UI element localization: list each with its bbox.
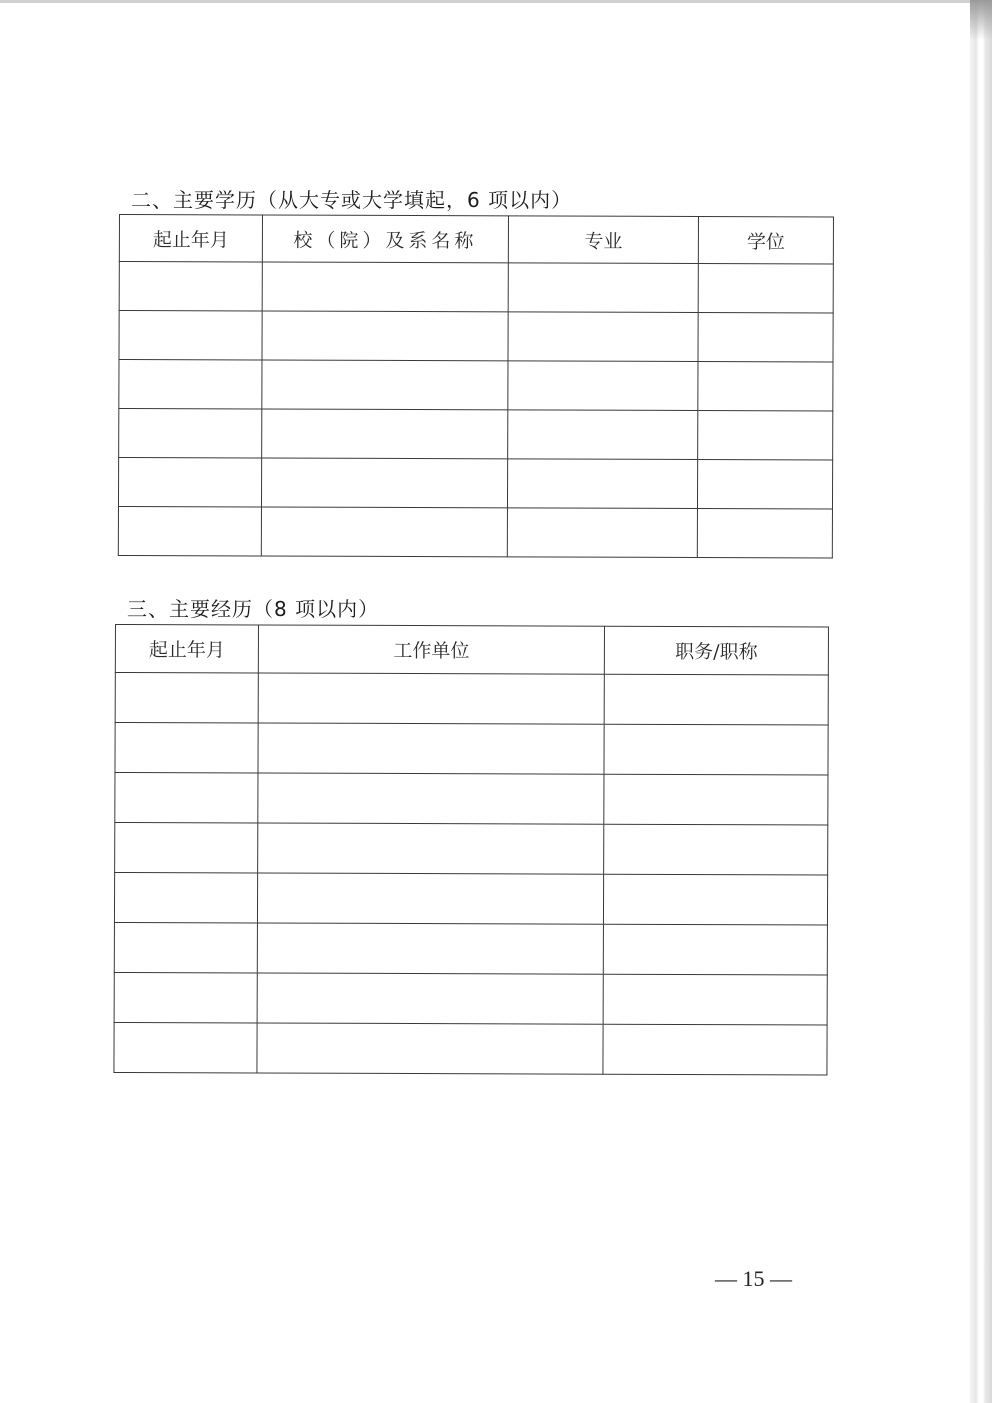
period-cell[interactable] — [115, 723, 258, 773]
major-cell[interactable] — [508, 312, 698, 362]
table-row — [115, 773, 828, 825]
table-row — [115, 673, 828, 725]
column-header-major: 专业 — [508, 216, 698, 264]
employer-cell[interactable] — [258, 773, 604, 824]
page-number: — 15 — — [715, 1266, 792, 1291]
scan-edge-top — [0, 0, 992, 3]
position-cell[interactable] — [603, 874, 827, 925]
table-row — [114, 1022, 827, 1074]
school-cell[interactable] — [261, 507, 507, 557]
major-cell[interactable] — [507, 508, 697, 558]
column-header-degree: 学位 — [698, 217, 833, 264]
position-cell[interactable] — [603, 1024, 827, 1075]
column-header-period: 起止年月 — [115, 625, 258, 673]
major-cell[interactable] — [508, 410, 698, 460]
education-section-heading: 二、主要学历（从大专或大学填起，6 项以内） — [131, 188, 573, 212]
table-row — [118, 458, 832, 509]
scan-edge-shadow — [970, 0, 992, 40]
table-row — [118, 506, 832, 557]
employer-cell[interactable] — [258, 823, 604, 874]
employer-cell[interactable] — [257, 973, 603, 1024]
period-cell[interactable] — [119, 262, 262, 311]
table-row — [114, 922, 827, 974]
scan-edge-right — [970, 0, 992, 1403]
degree-cell[interactable] — [698, 362, 833, 411]
period-cell[interactable] — [114, 922, 257, 972]
column-header-position: 职务/职称 — [604, 626, 828, 675]
work-section-heading: 三、主要经历（8 项以内） — [127, 597, 380, 621]
degree-cell[interactable] — [698, 313, 833, 362]
degree-cell[interactable] — [698, 411, 833, 460]
school-cell[interactable] — [262, 262, 508, 312]
column-header-school: 校（院）及系名称 — [262, 215, 508, 263]
period-cell[interactable] — [115, 823, 258, 873]
period-cell[interactable] — [119, 409, 262, 458]
period-cell[interactable] — [114, 873, 257, 923]
column-header-employer: 工作单位 — [258, 625, 604, 674]
position-cell[interactable] — [603, 924, 827, 975]
school-cell[interactable] — [262, 311, 508, 361]
period-cell[interactable] — [115, 673, 258, 723]
school-cell[interactable] — [262, 360, 508, 410]
table-row — [115, 823, 828, 875]
table-row — [115, 723, 828, 775]
major-cell[interactable] — [507, 459, 697, 509]
period-cell[interactable] — [119, 360, 262, 409]
education-header-row — [119, 215, 833, 264]
table-row — [119, 360, 833, 411]
employer-cell[interactable] — [257, 923, 603, 974]
table-row — [119, 262, 833, 313]
period-cell[interactable] — [114, 972, 257, 1022]
employer-cell[interactable] — [258, 673, 604, 724]
period-cell[interactable] — [118, 506, 261, 555]
period-cell[interactable] — [114, 1022, 257, 1072]
table-row — [119, 311, 833, 362]
work-header-row — [115, 625, 828, 675]
position-cell[interactable] — [604, 774, 828, 825]
period-cell[interactable] — [115, 773, 258, 823]
school-cell[interactable] — [262, 409, 508, 459]
position-cell[interactable] — [604, 824, 828, 875]
school-cell[interactable] — [261, 458, 507, 508]
period-cell[interactable] — [119, 311, 262, 360]
degree-cell[interactable] — [697, 460, 832, 509]
education-table — [118, 214, 834, 558]
employer-cell[interactable] — [258, 723, 604, 774]
period-cell[interactable] — [118, 458, 261, 507]
table-row — [114, 972, 827, 1024]
major-cell[interactable] — [508, 263, 698, 313]
position-cell[interactable] — [603, 974, 827, 1025]
employer-cell[interactable] — [257, 873, 603, 924]
table-row — [119, 409, 833, 460]
table-row — [114, 873, 827, 925]
position-cell[interactable] — [604, 724, 828, 775]
position-cell[interactable] — [604, 674, 828, 725]
work-history-table — [113, 624, 829, 1075]
major-cell[interactable] — [508, 361, 698, 411]
degree-cell[interactable] — [698, 264, 833, 313]
column-header-period: 起止年月 — [119, 215, 262, 262]
employer-cell[interactable] — [257, 1023, 603, 1074]
degree-cell[interactable] — [697, 509, 832, 558]
